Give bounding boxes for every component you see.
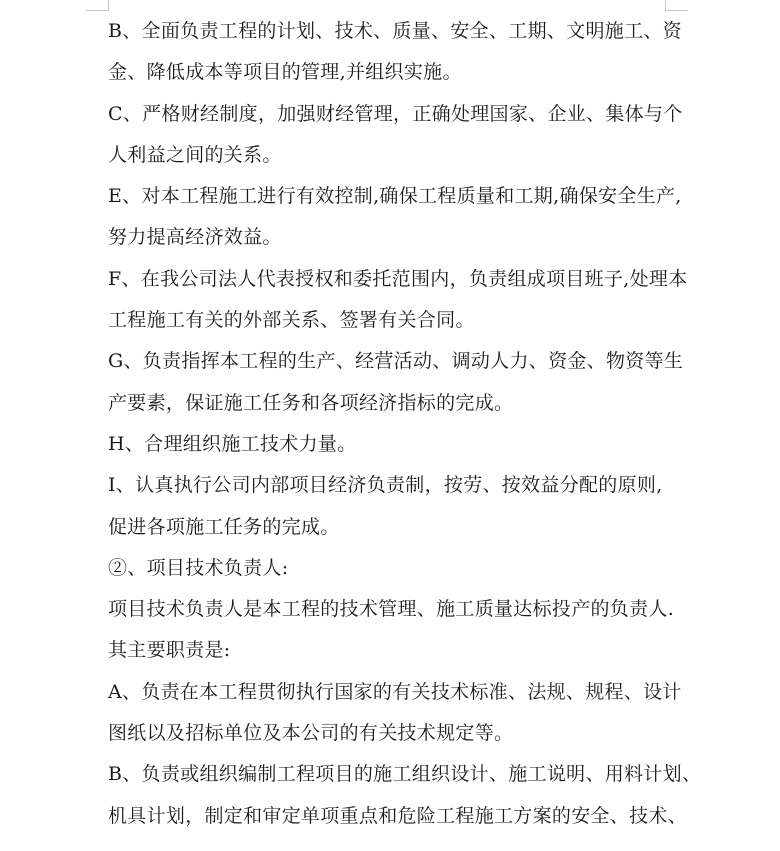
paragraph-g-command	[108, 341, 684, 424]
text-line: B、负责或组织编制工程项目的施工组织设计、施工说明、用料计划、	[108, 763, 702, 786]
text-line: G、负责指挥本工程的生产、经营活动、调动人力、资金、物资等生	[108, 350, 684, 373]
text-line: 其主要职责是:	[108, 639, 231, 662]
text-line: ②、项目技术负责人:	[108, 556, 289, 579]
paragraph-technical-lead-intro	[108, 589, 675, 672]
paragraph-c-finance	[108, 94, 683, 177]
paragraph-b-duties	[108, 11, 682, 94]
text-line: F、在我公司法人代表授权和委托范围内，负责组成项目班子,处理本	[108, 267, 688, 290]
text-line: 图纸以及招标单位及本公司的有关技术规定等。	[108, 722, 514, 745]
text-line: H、合理组织施工技术力量。	[108, 432, 357, 455]
paragraph-h-organize	[108, 424, 668, 465]
paragraph-a-standards	[108, 672, 682, 755]
section-heading-technical-lead	[108, 548, 668, 589]
text-line: E、对本工程施工进行有效控制,确保工程质量和工期,确保安全生产,	[108, 185, 682, 208]
text-line: C、严格财经制度，加强财经管理，正确处理国家、企业、集体与个	[108, 102, 683, 125]
page-corner-mark-right	[665, 0, 688, 11]
text-line: 项目技术负责人是本工程的技术管理、施工质量达标投产的负责人.	[108, 598, 675, 621]
paragraph-i-responsibility	[108, 465, 668, 548]
text-line: 促进各项施工任务的完成。	[108, 515, 340, 538]
text-line: 产要素，保证施工任务和各项经济指标的完成。	[108, 391, 514, 414]
text-line: I、认真执行公司内部项目经济负责制，按劳、按效益分配的原则,	[108, 474, 663, 497]
paragraph-f-authority	[108, 259, 688, 342]
document-body	[108, 11, 702, 837]
page-corner-mark-left	[86, 0, 109, 11]
text-line: B、全面负责工程的计划、技术、质量、安全、工期、文明施工、资	[108, 20, 682, 42]
paragraph-b-planning	[108, 754, 702, 837]
text-line: 金、降低成本等项目的管理,并组织实施。	[108, 61, 462, 84]
paragraph-e-control	[108, 176, 682, 259]
text-line: 工程施工有关的外部关系、签署有关合同。	[108, 309, 475, 332]
text-line: 努力提高经济效益。	[108, 226, 282, 249]
text-line: 人利益之间的关系。	[108, 143, 282, 166]
text-line: A、负责在本工程贯彻执行国家的有关技术标准、法规、规程、设计	[108, 680, 682, 703]
text-line: 机具计划，制定和审定单项重点和危险工程施工方案的安全、技术、	[108, 804, 688, 827]
